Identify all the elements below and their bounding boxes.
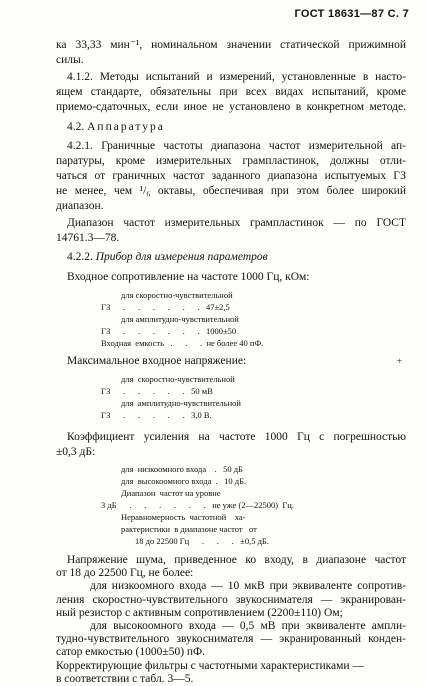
spec-line: ГЗ . . . . . . 47±2,5: [101, 302, 230, 312]
paragraph-line: 14761.3—78.: [56, 232, 120, 244]
paragraph-line: силы.: [56, 54, 84, 66]
paragraph-line: ка 33,33 мин⁻¹, номинальном значении статической прижимной: [56, 39, 406, 51]
paragraph-line: Диапазон частот измерительных грампластинок — по ГОСТ: [67, 217, 406, 229]
paragraph-line: в соответствии с табл. 3—5.: [56, 672, 194, 685]
paragraph-line: 4.1.2. Методы испытаний и измерений, установленные в насто-: [67, 71, 406, 83]
paragraph-line: Корректирующие фильтры с частотными характеристиками —: [56, 659, 364, 672]
section-number: 4.2.: [67, 121, 85, 133]
group-title: Максимальное входное напряжение:: [67, 355, 247, 367]
paragraph-line: диапазон.: [56, 200, 104, 212]
paragraph-line: ±0,3 дБ:: [56, 446, 96, 458]
spec-line: ГЗ . . . . . . 1000±50: [101, 326, 237, 336]
subsection-number: 4.2.2.: [67, 251, 93, 263]
margin-mark: +: [397, 356, 403, 366]
spec-line: 18 до 22500 Гц . . . ±0,5 дБ.: [135, 536, 269, 546]
paragraph-line: не менее, чем ¹/₆ октавы, обеспечивая при этом более широкий: [56, 185, 406, 197]
paragraph-line: для высокоомного входа — 0,5 мВ при эквиваленте ампли-: [90, 620, 406, 632]
section-heading: [67, 120, 165, 135]
paragraph-line: приемо-сдаточных, если иное не установлено в конкретном методе.: [56, 101, 406, 113]
section-title: Аппаратура: [87, 121, 165, 133]
paragraph-line: ный резистор с активным сопротивлением (2200±110) Ом;: [56, 606, 343, 619]
paragraph-line: сатор емкостью (1000±50) пФ.: [56, 646, 206, 659]
paragraph-line: паратуры, кроме измерительных грампластинок, должны отли-: [56, 155, 406, 167]
paragraph-line: от 18 до 22500 Гц, не более:: [56, 567, 194, 580]
paragraph-line: 4.2.1. Граничные частоты диапазона частот измерительной ап-: [67, 140, 406, 152]
spec-line: для амплитудно-чувствительной: [121, 398, 241, 408]
spec-line: ГЗ . . . . . 3,0 В.: [101, 410, 212, 420]
spec-line: ГЗ . . . . . 50 мВ: [101, 386, 213, 396]
spec-line: Неравномерность частотной ха-: [121, 512, 246, 522]
spec-line: для скоростно-чувствительной: [121, 290, 233, 300]
paragraph-line: ящем стандарте, обязательны при всех видах испытаний, кроме: [56, 86, 406, 98]
spec-line: для низкоомного входа . 50 дБ: [121, 464, 243, 474]
subsection-title: Прибор для измерения параметров: [95, 251, 268, 263]
spec-line: для высокоомного входа . 10 дБ.: [121, 476, 247, 486]
paragraph-line: тудно-чувствительного звукоснимателя — экранированный конден-: [56, 633, 406, 646]
group-title: Входное сопротивление на частоте 1000 Гц, кОм:: [67, 271, 310, 283]
paragraph-line: Напряжение шума, приведенное ко входу, в диапазоне частот: [67, 554, 406, 566]
paragraph-line: Коэффициент усиления на частоте 1000 Гц с погрешностью: [67, 431, 406, 443]
spec-line: Диапазон частот на уровне: [121, 488, 221, 498]
spec-line: рактеристики в диапазоне частот от: [121, 524, 257, 534]
page-header: ГОСТ 18631—87 С. 7: [294, 8, 409, 20]
paragraph-line: чаться от граничных частот заданного диапазона испытуемых ГЗ: [56, 170, 406, 182]
spec-line: для скоростно-чувствительной: [121, 374, 235, 384]
subsection-heading: [67, 250, 268, 265]
spec-line: для амплитудно-чувствительной: [121, 314, 239, 324]
spec-line: Входная емкость . . . не более 40 пФ.: [101, 338, 264, 348]
paragraph-line: ления скоростно-чувствительного звукоснимателя — экранирован-: [56, 593, 406, 606]
spec-line: 3 дБ . . . . . . не уже (2—22500) Гц.: [101, 500, 294, 510]
paragraph-line: для низкоомного входа — 10 мкВ при эквиваленте сопротив-: [90, 580, 406, 593]
